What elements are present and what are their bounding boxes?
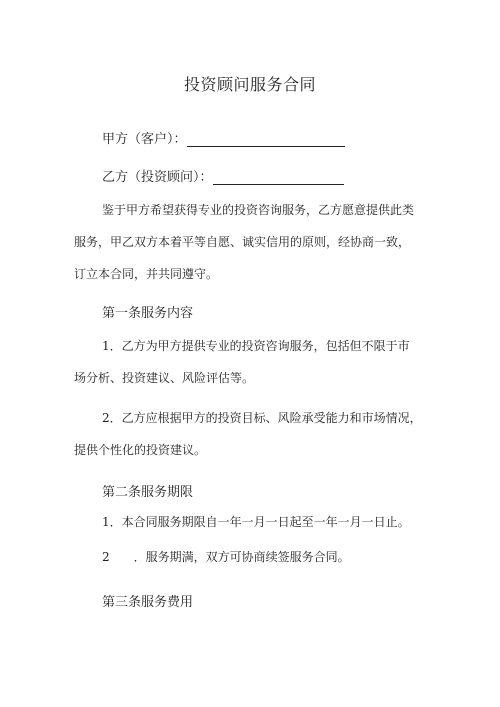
clause-2-2: 2 ．服务期满，双方可协商续签服务合同。 — [102, 550, 350, 564]
party-a-label: 甲方（客户）： — [102, 132, 187, 147]
document-title: 投资顾问服务合同 — [183, 75, 316, 94]
clause-1-2-line-2: 提供个性化的投资建议。 — [74, 443, 207, 457]
section-heading-1: 第一条服务内容 — [102, 306, 194, 321]
preamble-line-2: 服务，甲乙双方本着平等自愿、诚实信用的原则，经协商一致， — [74, 235, 411, 249]
party-b-label: 乙方（投资顾问）： — [102, 170, 213, 185]
party-a-line — [102, 128, 345, 147]
party-a-blank-field[interactable] — [187, 132, 345, 147]
section-heading-2: 第二条服务期限 — [102, 485, 194, 500]
preamble-line-1: 鉴于甲方希望获得专业的投资咨询服务，乙方愿意提供此类 — [102, 203, 415, 217]
clause-1-2-line-1: 2．乙方应根据甲方的投资目标、风险承受能力和市场情况， — [102, 411, 422, 425]
party-b-blank-field[interactable] — [213, 170, 344, 185]
section-heading-3: 第三条服务费用 — [102, 595, 194, 610]
party-b-line — [102, 166, 344, 185]
clause-1-1-line-1: 1．乙方为甲方提供专业的投资咨询服务，包括但不限于市 — [102, 339, 410, 353]
clause-1-1-line-2: 场分析、投资建议、风险评估等。 — [74, 371, 255, 385]
preamble-line-3: 订立本合同，并共同遵守。 — [74, 267, 219, 281]
clause-2-1: 1．本合同服务期限自一年一月一日起至一年一月一日止。 — [102, 515, 410, 529]
